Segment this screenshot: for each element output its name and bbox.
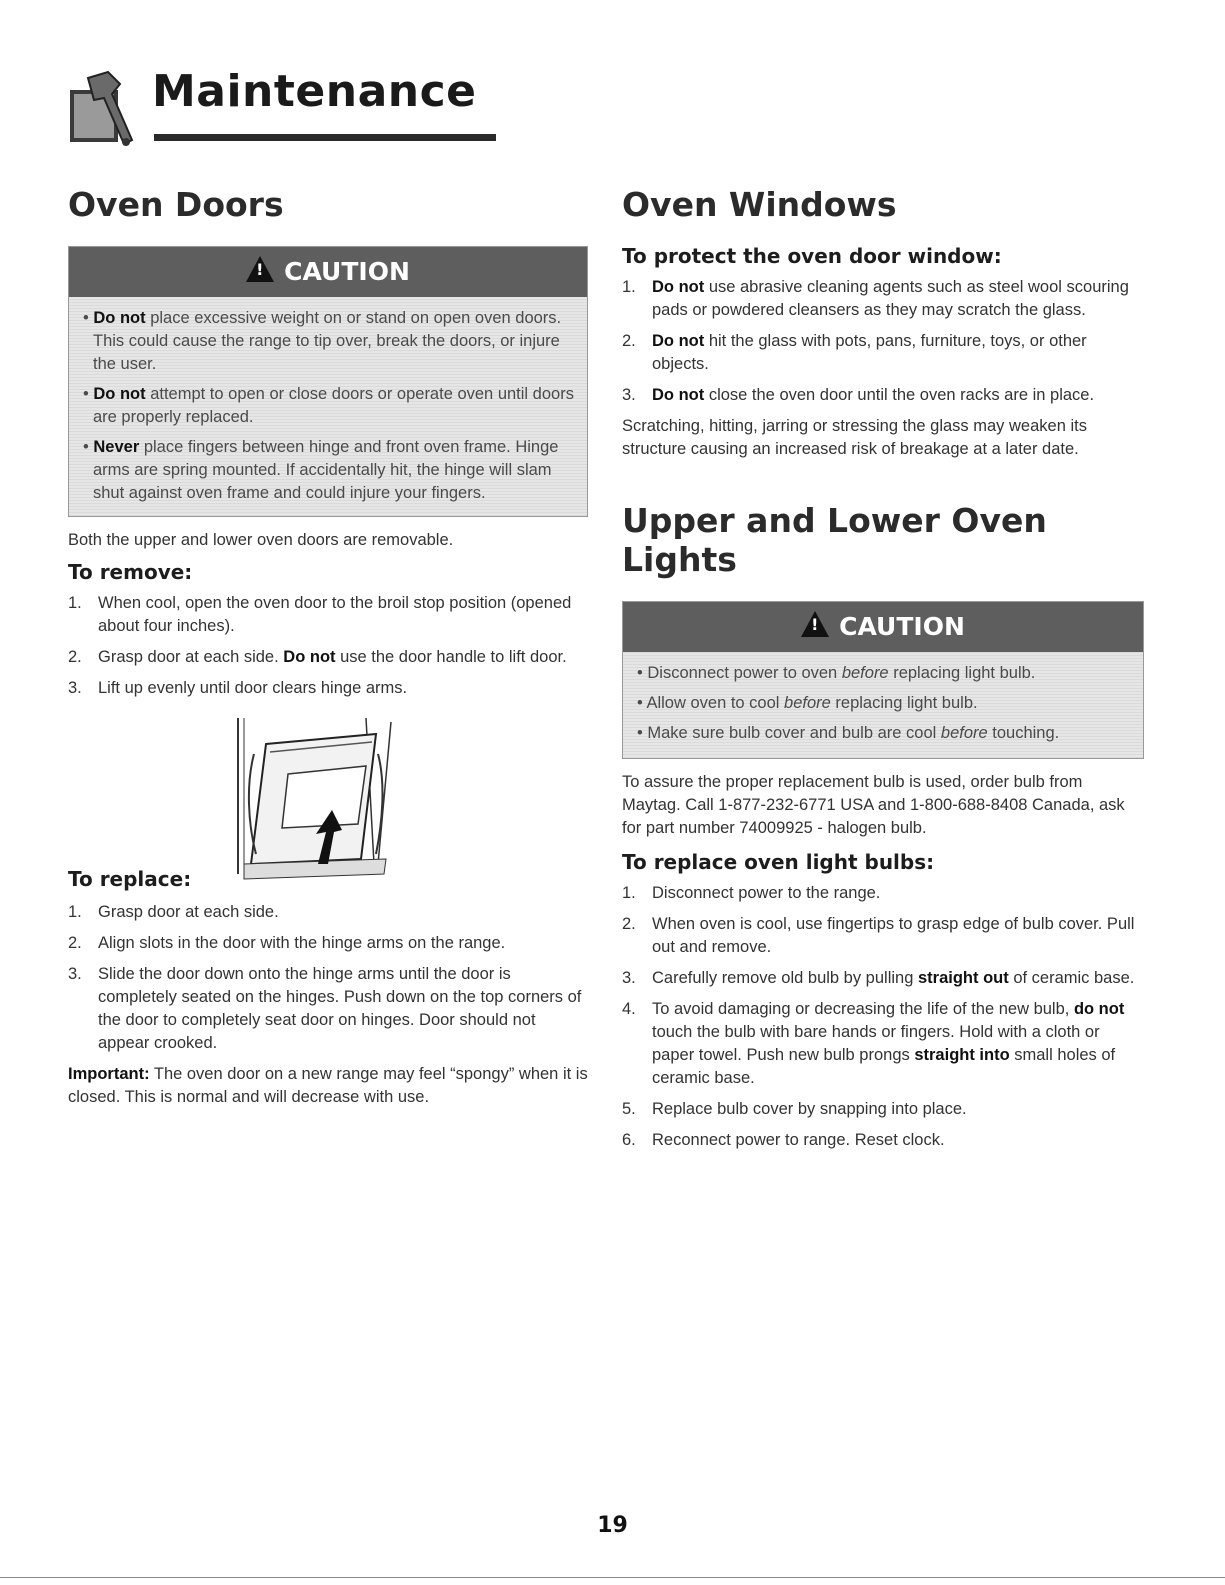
caution-item: • Do not place excessive weight on or stand on open oven doors. This could cause the range to tip over, break the doors, or injure the user. (83, 309, 562, 373)
door-removal-illustration (226, 714, 406, 884)
caution-label: CAUTION (839, 612, 965, 641)
replace-heading: To replace: (68, 867, 192, 891)
section-title-oven-lights: Upper and Lower Oven Lights (622, 501, 1047, 579)
caution-header (69, 247, 587, 297)
wrench-icon (68, 68, 146, 150)
list-item: 3. Lift up evenly until door clears hinge arms. (68, 679, 408, 697)
protect-heading: To protect the oven door window: (622, 244, 1002, 268)
caution-header (623, 602, 1143, 652)
list-item: 6. Reconnect power to range. Reset clock. (622, 1131, 945, 1149)
replace-steps (68, 901, 588, 1055)
list-item: 3. Do not close the oven door until the oven racks are in place. (622, 386, 1095, 404)
caution-item: • Make sure bulb cover and bulb are cool before touching. (637, 724, 1060, 742)
scratch-note: Scratching, hitting, jarring or stressing the glass may weaken its structure causing an increased risk of breakage at a later date. (622, 417, 1087, 458)
list-item: 3. Carefully remove old bulb by pulling straight out of ceramic base. (622, 969, 1135, 987)
left-column (68, 185, 588, 1109)
section-title-oven-doors: Oven Doors (68, 185, 284, 224)
bulb-order-note: To assure the proper replacement bulb is used, order bulb from Maytag. Call 1-877-232-6771 USA and 1-800-688-8408 Canada, ask for part number 74009925 - halogen bulb. (622, 773, 1125, 837)
caution-list (623, 652, 1143, 758)
caution-list (69, 297, 587, 516)
doors-intro: Both the upper and lower oven doors are removable. (68, 531, 454, 549)
right-column (622, 185, 1137, 1160)
list-item: 2. Do not hit the glass with pots, pans, furniture, toys, or other objects. (622, 332, 1087, 373)
list-item: 3. Slide the door down onto the hinge arms until the door is completely seated on the hinges. Push down on the top corners of the door to completely seat door on hinges. Door should not appear crooked. (68, 965, 582, 1052)
list-item: 1. Disconnect power to the range. (622, 884, 881, 902)
section-title-oven-windows: Oven Windows (622, 185, 897, 224)
caution-item: • Never place fingers between hinge and front oven frame. Hinge arms are spring mounted. If accidentally hit, the hinge will slam shut against oven frame and could injure your fingers. (83, 438, 559, 502)
caution-box-doors (68, 246, 588, 517)
list-item: 2. When oven is cool, use fingertips to grasp edge of bulb cover. Pull out and remove. (622, 915, 1135, 956)
caution-label: CAUTION (284, 257, 410, 286)
caution-item: • Do not attempt to open or close doors or operate oven until doors are properly replaced. (83, 385, 574, 426)
page-bottom-divider (0, 1577, 1225, 1578)
remove-heading: To remove: (68, 560, 193, 584)
caution-item: • Disconnect power to oven before replacing light bulb. (637, 664, 1036, 682)
bulb-steps (622, 882, 1137, 1152)
warning-triangle-icon: ! (246, 256, 274, 282)
list-item: 1. When cool, open the oven door to the broil stop position (opened about four inches). (68, 594, 572, 635)
list-item: 5. Replace bulb cover by snapping into place. (622, 1100, 967, 1118)
warning-triangle-icon: ! (801, 611, 829, 637)
list-item: 2. Align slots in the door with the hinge arms on the range. (68, 934, 506, 952)
page-title: Maintenance (152, 66, 477, 117)
list-item: 1. Do not use abrasive cleaning agents such as steel wool scouring pads or powdered cleansers as they may scratch the glass. (622, 278, 1129, 319)
list-item: 4. To avoid damaging or decreasing the life of the new bulb, do not touch the bulb with bare hands or fingers. Hold with a cloth or paper towel. Push new bulb prongs straight into small holes of ceramic base. (622, 1000, 1125, 1087)
bulbs-heading: To replace oven light bulbs: (622, 850, 935, 874)
title-underline (154, 134, 496, 141)
remove-steps (68, 592, 588, 700)
caution-item: • Allow oven to cool before replacing light bulb. (637, 694, 978, 712)
protect-steps (622, 276, 1137, 407)
list-item: 2. Grasp door at each side. Do not use the door handle to lift door. (68, 648, 567, 666)
list-item: 1. Grasp door at each side. (68, 903, 279, 921)
important-note: Important: The oven door on a new range may feel “spongy” when it is closed. This is normal and will decrease with use. (68, 1065, 588, 1106)
caution-box-lights (622, 601, 1144, 759)
page-header (68, 66, 477, 150)
page-number: 19 (597, 1513, 628, 1538)
